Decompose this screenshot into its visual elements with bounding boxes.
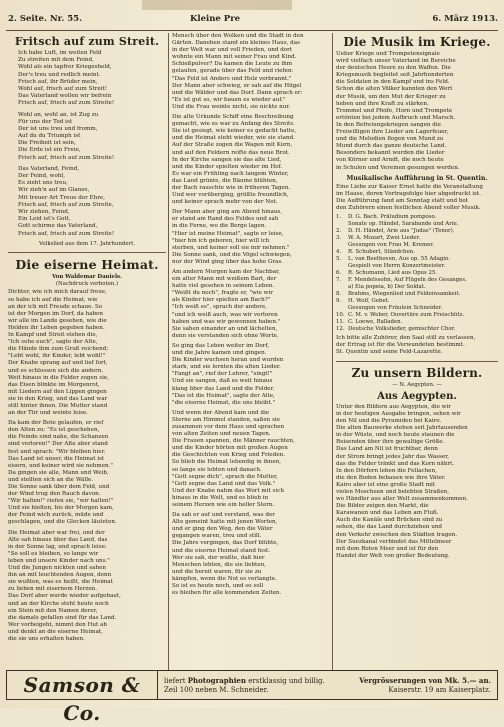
text-line: ertönten bei jedem Aufbruch und Marsch. bbox=[336, 114, 456, 121]
program-item-text: F. Mendelssohn, Auf Flügeln des Gesanges. bbox=[348, 276, 467, 283]
program-item bbox=[336, 249, 498, 256]
text-line: Ueber Kriege und Trompetensignale bbox=[336, 51, 440, 57]
text-line: die sie uns erhalten haben. bbox=[8, 635, 85, 642]
picture-title: Aus Aegypten. bbox=[377, 390, 457, 402]
text-line: Sie sahen einander an und lächelten, bbox=[172, 325, 278, 332]
column-2 bbox=[172, 33, 330, 670]
text-line: die Geschichten von Krieg und Frieden. bbox=[172, 452, 286, 459]
program-item bbox=[336, 319, 498, 326]
text-line: Es war ein Frühling nach langem Winter, bbox=[172, 170, 289, 177]
text-line: leben und unsere Kinder nach uns." bbox=[8, 557, 110, 564]
advertisement bbox=[6, 670, 498, 725]
program-item bbox=[336, 235, 498, 242]
text-line: sind verloren!" Der Alte aber stand bbox=[8, 441, 108, 448]
text-line: das Land grünte, die Bäume blühten, bbox=[172, 177, 278, 184]
program-item bbox=[336, 298, 498, 305]
text-line: "Weißt du noch", fragte er, "wie wir bbox=[172, 290, 273, 297]
text-line: Der Mann aber schwieg, er sah auf die Hügel bbox=[172, 82, 302, 89]
program-item bbox=[336, 326, 498, 333]
poem-line: Für uns der Tod ist bbox=[18, 118, 73, 125]
text-line: hinaus in die Welt, und es blieb in bbox=[172, 494, 269, 501]
text-line: "Fangt an", rief der Lehrer, "singt!" bbox=[172, 371, 273, 378]
poem-line: Frisch auf, ihr Brüder mein, bbox=[18, 78, 98, 85]
text-line: Helden ihr Leben gegeben haben. bbox=[8, 324, 105, 331]
text-line: die Hände ihm zum Gruß reichend; bbox=[8, 346, 109, 353]
text-line: Freiwilligen ihre Lieder am Lagerfeuer, bbox=[336, 129, 449, 136]
text-line: Weit hinaus in die Felder zogen sie, bbox=[8, 374, 109, 381]
text-line: Unter den Bildern aus Aegypten, die wir bbox=[336, 403, 451, 410]
text-line: Menschen lebten, die sie liebten, bbox=[172, 561, 266, 568]
program-intro bbox=[336, 184, 498, 212]
program-item bbox=[336, 312, 498, 319]
poem-line: Wir ziehen, Feind, bbox=[18, 208, 70, 215]
program-item-text: L. van Beethoven, Aus op. 55 Adagio. bbox=[348, 255, 450, 262]
text-line: und die Heimat steht wieder, wie sie stand. bbox=[172, 135, 295, 142]
text-line: Die alte Urkunde Schiff eine Beschreibung bbox=[172, 114, 294, 121]
program-item bbox=[336, 284, 498, 291]
text-line: Die alten Bauwerke stehen seit Jahrtausenden bbox=[336, 425, 468, 432]
program-item-number: 6. bbox=[336, 269, 342, 276]
text-line: Dichter, wie ich mich darauf freue, bbox=[8, 289, 107, 296]
text-line: gegangen waren, treu und still. bbox=[172, 533, 262, 540]
text-line: Eine Liebe zur Kaiser Ernst hatte die Veranstaltung bbox=[336, 183, 483, 190]
text-line: Sterne am Himmel standen, saßen sie bbox=[172, 416, 281, 423]
text-line: Das Dorf aber wurde wieder aufgebaut, bbox=[8, 593, 121, 600]
ad-address-2: Kaiserstr. 19 am Kaiserplatz. bbox=[388, 685, 491, 694]
text-line: "und ich weiß auch, was wir verloren bbox=[172, 311, 278, 318]
article-title: Die Musik im Kriege. bbox=[343, 35, 491, 49]
poem-line: Die Freiheit ist sein, bbox=[18, 140, 76, 147]
text-line: sie wußten, was es heißt, die Heimat bbox=[8, 579, 113, 586]
program-item bbox=[336, 277, 498, 284]
poem-line: Der ist uns treu und fromm, bbox=[18, 125, 98, 132]
program-item-number: 4. bbox=[336, 248, 342, 255]
text-line: und es schlossen sich die andern. bbox=[8, 367, 104, 374]
text-line: St. Quentin und seine Feld-Lazarette. bbox=[336, 349, 443, 356]
text-line: in der heutigen Ausgabe bringen, sehen wir bbox=[336, 410, 461, 417]
header-rule bbox=[6, 30, 498, 31]
program-item bbox=[336, 228, 498, 235]
text-line: Das Land ist unser, die Heimat ist bbox=[8, 455, 105, 462]
text-line: er stand am Rand des Feldes und sah bbox=[172, 216, 279, 223]
poem-title: Fritsch auf zum Streit. bbox=[14, 35, 160, 48]
text-line: von alten Zeiten und neuen Tagen. bbox=[172, 431, 271, 438]
poem-line: Frisch auf, frisch auf zum Streite! bbox=[18, 100, 115, 107]
text-line: Und die Jungen nickten und sahen bbox=[8, 565, 106, 572]
text-line: ihn an mit leuchtenden Augen, denn bbox=[8, 572, 112, 579]
text-line: "Hier ist meine Heimat", sagte er leise, bbox=[172, 230, 284, 237]
ad-address-1: Zeil 100 neben M. Schneider. bbox=[164, 685, 269, 694]
poem-line: Das Vaterland, Feind, bbox=[18, 165, 80, 172]
section-rule bbox=[8, 252, 166, 253]
text-line: als Kinder hier spielten am Bach?" bbox=[172, 297, 271, 304]
text-line: Die Bilder zeigen den Markt, die bbox=[336, 503, 429, 510]
text-line: in der Sonne lag, und sprach leise: bbox=[8, 543, 107, 550]
poem-line: Wohl an, wohl an, ist Zug zu bbox=[18, 111, 99, 118]
text-line: Sie ist gesiegt, wie keiner es gedacht hatte, bbox=[172, 128, 297, 135]
text-line: ist der Morgen im Dorf, da haben bbox=[8, 310, 104, 317]
text-line: sie in den Krieg, und das Land war bbox=[8, 395, 108, 402]
poem-line: Ein Leid ist's Gott, bbox=[18, 216, 71, 223]
text-line: sehen, die das Land durchziehen und bbox=[336, 524, 443, 531]
text-line: denn sie verstanden sich ohne Worte. bbox=[172, 332, 279, 339]
text-line: Der Suezkanal verbindet das Mittelmeer bbox=[336, 538, 452, 545]
text-line: und die Jahre kamen und gingen. bbox=[172, 350, 267, 357]
story-byline: Von Waldemar Daniels. bbox=[52, 274, 122, 281]
text-line: wird vielfach unser Vaterland im Bereiche bbox=[336, 58, 456, 65]
poem-line: Zu streiten mit dem Feind, bbox=[18, 57, 94, 64]
text-line: Wer vorbeigeht, nimmt den Hut ab bbox=[8, 621, 107, 628]
text-line: Und sie hielten, bis der Morgen kam, bbox=[8, 505, 114, 512]
text-line: die Soldaten in den Kampf und ins Feld. bbox=[336, 79, 450, 86]
column-1 bbox=[8, 33, 166, 670]
text-line: In der Kirche sangen sie das alte Lied, bbox=[172, 156, 282, 163]
program-item-number: 7. bbox=[336, 276, 342, 283]
text-line: seinem Herzen wie ein heller Stern. bbox=[172, 502, 275, 508]
poem-line: Frisch auf, frisch auf zum Streite! bbox=[18, 230, 115, 237]
text-line: mit dem Roten Meer und ist für den bbox=[336, 545, 439, 552]
text-line: wohnte ein Mann mit seiner Frau und Kind. bbox=[172, 54, 297, 61]
poem-line: Die Erde ist ein Freie, bbox=[18, 147, 81, 154]
text-line: Da sah er auf und verstand, was der bbox=[172, 512, 275, 519]
text-line: im Hause, deren Vortragsfolge hier abgedruckt ist. bbox=[336, 190, 481, 197]
text-line: Mensch über den Wolken und die Stadt in den bbox=[172, 33, 304, 39]
text-line: der Ertrag ist für die Verwundeten bestimmt. bbox=[336, 342, 465, 349]
text-line: und die Wälder und das Dorf. Dann sprach er: bbox=[172, 89, 303, 96]
text-line: Trommel und Pfeife, Horn und Trompete bbox=[336, 107, 453, 114]
paper-name: Kleine Pre bbox=[190, 14, 241, 24]
text-line: der deutschen Heere zu den Waffen. Die bbox=[336, 65, 451, 72]
text-line: So blieb die Heimat lebendig in ihnen, bbox=[172, 459, 282, 466]
text-line: der Musik, um den Mut der Krieger zu bbox=[336, 93, 446, 100]
text-line: das Eisen blinkte im Morgenrot, bbox=[8, 381, 100, 388]
program-item bbox=[336, 263, 498, 270]
program-item-text: Deutsche Volkslieder, gemischter Chor. bbox=[348, 325, 456, 332]
ad-highlight: Photographien bbox=[187, 675, 246, 685]
text-line: "Ich weiß es", sprach der andere, bbox=[172, 304, 267, 311]
text-line: "Lebt wohl, ihr Kinder, lebt wohl!" bbox=[8, 353, 106, 360]
text-line: die Feinde sind nahe, die Schanzen bbox=[8, 434, 109, 441]
text-line: und die bereit waren, für sie zu bbox=[172, 568, 262, 575]
program-item-number bbox=[336, 242, 348, 249]
text-line: haben und was wir gewonnen haben." bbox=[172, 318, 281, 325]
text-line: Schießpulver? Da kamen die Leute zu ihm bbox=[172, 61, 293, 68]
text-line: Kairo aber ist eine große Stadt mit bbox=[336, 481, 436, 488]
text-line: und keiner sprach mehr von der Not. bbox=[172, 199, 278, 206]
text-line: und die Kinder spielten wieder im Hof. bbox=[172, 163, 283, 170]
text-line: "Das Feld ist Anders und Holz verbrannt." bbox=[172, 75, 292, 82]
program-item-text: R. Schubert, Ständchen. bbox=[348, 248, 415, 255]
reprint-note: (Nachdruck verboten.) bbox=[55, 280, 119, 287]
text-line: Am andern Morgen kam der Nachbar, bbox=[172, 269, 280, 275]
text-line: Mund durch das ganze deutsche Land. bbox=[336, 143, 447, 150]
column-divider bbox=[332, 33, 333, 670]
poem-line: Mit treuer Art Treue der Ehre, bbox=[18, 194, 106, 201]
text-line: zu lieben mit eisernem Herzen. bbox=[8, 586, 98, 593]
text-line: Besonders bekannt wurden die Lieder bbox=[336, 150, 445, 157]
text-line: vielen Moscheen und belebten Straßen, bbox=[336, 488, 450, 495]
poem-line: Ich habe Luft, im weiten Feld bbox=[18, 50, 102, 56]
text-line: In den Befreiungskriegen sangen die bbox=[336, 121, 441, 128]
text-line: so habe ich auf die Heimat, wie bbox=[8, 296, 98, 303]
poem-line: Der Feind, wohl, bbox=[18, 173, 65, 179]
program-item-text: H. Wolf, Gebet. bbox=[348, 297, 390, 304]
text-line: so lange sie lebten und danach. bbox=[172, 466, 262, 473]
program-item-text: R. Schumann, Lied aus Opus 25. bbox=[348, 269, 438, 276]
text-line: Die Frauen spannen, die Männer rauchten, bbox=[172, 438, 295, 445]
text-line: der Strom bringt jedes Jahr das Wasser, bbox=[336, 453, 450, 460]
text-line: von Körner und Arndt, die noch heute bbox=[336, 157, 444, 164]
text-line: ein alter Mann mit weißem Bart, der bbox=[172, 276, 277, 283]
text-line: sterben, und keiner soll sie mir nehmen." bbox=[172, 244, 290, 251]
program-item-number: 8. bbox=[336, 290, 342, 297]
program-item-number: 3. bbox=[336, 234, 342, 241]
text-line: die damals gefallen sind für das Land. bbox=[8, 614, 117, 621]
program-item-number bbox=[336, 284, 348, 291]
text-line: Und die Frau weinte nicht, sie nickte nur. bbox=[172, 103, 291, 110]
program-item-text: Gesungen von Fräulein Schneider. bbox=[348, 304, 443, 311]
page-number: 2. Seite. Nr. 55. bbox=[8, 14, 83, 24]
program-item-number: 12. bbox=[336, 325, 345, 332]
text-line: zusammen vor dem Haus und sprachen bbox=[172, 423, 285, 430]
text-line: kämpfen, wenn die Not es verlangte. bbox=[172, 575, 277, 582]
text-line: und die Kinder hörten mit großen Augen bbox=[172, 445, 288, 452]
text-line: In Kampf und Streit stehen die, bbox=[8, 332, 98, 339]
text-line: So ist es heute noch, und so soll bbox=[172, 583, 264, 590]
text-line: Und der Knabe nahm das Wort mit sich bbox=[172, 487, 284, 494]
page-header bbox=[8, 14, 498, 28]
program-item-number bbox=[336, 221, 348, 228]
poem-body bbox=[18, 50, 166, 238]
program-item-number bbox=[336, 263, 348, 270]
program-item-text: C. M. v. Weber, Ouvertüre zum Freischütz. bbox=[348, 311, 465, 318]
text-line: es bleiben für alle kommenden Zeiten. bbox=[172, 590, 282, 597]
text-line: der Wind trug den Rauch davon. bbox=[8, 491, 101, 498]
text-line: Wer sie sah, der wußte, daß hier bbox=[172, 554, 265, 561]
text-line: und denkt an die eiserne Heimat, bbox=[8, 628, 103, 635]
program-list bbox=[336, 214, 498, 333]
text-line: "Gott segne dich", sprach die Mutter, bbox=[172, 473, 278, 480]
text-line: still hinter ihnen. Die Mutter stand bbox=[8, 402, 108, 409]
program-item-number: 1. bbox=[336, 213, 342, 220]
poem-line: Frisch auf, frisch auf zum Streite! bbox=[18, 154, 115, 161]
program-item-text: Gespielt von Herrn Konzertmeister. bbox=[348, 262, 446, 269]
section-rule bbox=[336, 361, 498, 362]
text-line: Auch die Kanäle und Brücken sind zu bbox=[336, 517, 443, 524]
text-line: in der Welt war und voll Frieden, und dort bbox=[172, 47, 293, 54]
text-line: heben und ihre Kraft zu stärken. bbox=[336, 100, 429, 107]
text-line: "Es ist gut so, wir bauen es wieder auf." bbox=[172, 96, 286, 103]
text-line: stark, und sie lernten die alten Lieder. bbox=[172, 364, 281, 371]
text-line: und an der Kirche steht heute noch bbox=[8, 600, 109, 607]
torn-edge bbox=[142, 0, 292, 10]
text-line: Ich bitte alle Zuhörer, den Saal still zu verlassen, bbox=[336, 334, 476, 341]
text-line: "Gott segne das Land und das Volk." bbox=[172, 480, 276, 487]
program-title: Musikalische Aufführung in St. Quentin. bbox=[346, 174, 488, 182]
poem-line: Gott schirme das Vaterland, bbox=[18, 223, 98, 230]
text-line: Das Land am Nil ist fruchtbar, denn bbox=[336, 446, 438, 453]
poem-line: Wir zieh'n auf im Glanze, bbox=[18, 187, 90, 194]
advertisement-text bbox=[158, 676, 497, 695]
text-line: der Bach rauschte wie in früheren Tagen. bbox=[172, 184, 291, 191]
program-item-number: 11. bbox=[336, 318, 345, 325]
text-line: hatte viel gesehen in seinem Leben. bbox=[172, 283, 275, 290]
text-line: Handel der Welt von großer Bedeutung. bbox=[336, 552, 450, 559]
text-line: Die Jahre vergingen, das Dorf blühte, bbox=[172, 540, 279, 547]
text-line: den Zuhörern einen festlichen Abend voller Musik. bbox=[336, 204, 481, 211]
text-line: an der Tür und weinte leise. bbox=[8, 410, 89, 417]
text-line: den Nil und die Pyramiden bei Kairo. bbox=[336, 418, 442, 425]
poem-line: Wohl als ein tapfrer Kriegesheld, bbox=[18, 64, 112, 71]
text-line: an der ich mit Freude schaue. So bbox=[8, 303, 103, 310]
text-line: Auf der Straße zogen die Wagen mit Korn, bbox=[172, 142, 293, 149]
text-line: Die Kinder wuchsen heran und wurden bbox=[172, 357, 284, 364]
text-line: das die Felder tränkt und das Korn nährt. bbox=[336, 460, 455, 467]
text-line: Die Sonne sank, und die Vögel schwiegen, bbox=[172, 251, 292, 258]
program-item-number: 2. bbox=[336, 227, 342, 234]
poem-line: Der's treu und redlich meint. bbox=[18, 71, 101, 78]
text-line: wo Händler aus aller Welt zusammenkommen. bbox=[336, 496, 468, 503]
poem-line: Es zieht uns treu, bbox=[18, 180, 68, 187]
text-line: "Ich sehe euch", sagte der Alte, bbox=[8, 339, 98, 346]
text-line: Karawanen und das Leben am Fluß. bbox=[336, 510, 439, 517]
program-item-text: a) Eia popeia, b) Der Soldat. bbox=[348, 283, 426, 290]
text-line: die den Boden bebauen wie ihre Väter. bbox=[336, 474, 446, 481]
program-item-number: 9. bbox=[336, 297, 342, 304]
text-line: "Das ist die Heimat", sagte der Alte, bbox=[172, 392, 275, 399]
text-line: geschlagen, und die Glocken läuteten. bbox=[8, 519, 117, 526]
program-item bbox=[336, 242, 498, 249]
program-item-number: 5. bbox=[336, 255, 342, 262]
program-item-text: Gesungen von Frau M. Kremer. bbox=[348, 241, 434, 248]
text-line: "Wir halten!" riefen sie, "wir halten!" bbox=[8, 498, 114, 505]
program-item-number: 10. bbox=[336, 311, 345, 318]
advertiser-logo: Samson & Co. bbox=[7, 671, 158, 699]
text-line: Schon die alten Völker kannten den Wert bbox=[336, 86, 453, 93]
text-line: "hier bin ich geboren, hier will ich bbox=[172, 237, 270, 244]
program-item-text: D. H. Händel, Arie aus "Judas" (Tenor). bbox=[348, 227, 455, 234]
program-item-text: C. Loewe, Balladen. bbox=[348, 318, 403, 325]
story-body bbox=[8, 289, 166, 643]
program-item-text: W. A. Mozart, Zwei Lieder. bbox=[348, 234, 421, 241]
ad-text: erstklassig und billig. bbox=[248, 676, 325, 685]
text-line: Und sie sangen, daß es weit hinaus bbox=[172, 378, 273, 385]
picture-text bbox=[336, 404, 498, 560]
text-line: und stellten sich an die Wälle. bbox=[8, 476, 94, 483]
program-item bbox=[336, 256, 498, 263]
text-line: Kriegsmusik begleitet seit Jahrhunderten bbox=[336, 72, 454, 79]
text-line: Die Heimat aber war frei, und der bbox=[8, 529, 105, 536]
poem-line: Frisch auf, frisch auf zum Streite, bbox=[18, 201, 114, 208]
text-line: wir alle im Lande gesehen, wie die bbox=[8, 317, 107, 324]
text-line: "die eiserne Heimat, die uns bleibt." bbox=[172, 399, 276, 406]
issue-date: 6. März 1913. bbox=[432, 14, 498, 24]
text-line: In den Dörfern leben die Fellachen, bbox=[336, 467, 437, 474]
section-subtitle: — N. Aegypten. — bbox=[392, 382, 442, 389]
story-title: Die eiserne Heimat. bbox=[15, 257, 159, 273]
program-item-text: Sonate op. Händel, Sarabande und Arie. bbox=[348, 220, 459, 227]
text-line: So ging das Leben weiter im Dorf, bbox=[172, 342, 270, 349]
program-item bbox=[336, 291, 498, 298]
text-line: den Verkehr zwischen den Städten tragen. bbox=[336, 531, 458, 538]
program-item-number bbox=[336, 305, 348, 312]
text-line: eisern, und keiner wird sie nehmen." bbox=[8, 462, 113, 469]
text-line: in Schulen und Vereinen gesungen werden. bbox=[336, 164, 460, 171]
text-line: klang über das Land und die Felder. bbox=[172, 385, 275, 392]
text-line: fest und sprach: "Wir bleiben hier. bbox=[8, 448, 106, 455]
text-line: in der Wüste, und noch heute staunen die bbox=[336, 432, 455, 439]
poem-line: Wohl auf, frisch auf zum Streit! bbox=[18, 85, 107, 92]
program-item bbox=[336, 221, 498, 228]
text-line: den Alten zu: "Es ist geschehen, bbox=[8, 427, 100, 434]
text-line: nur der Wind ging über das hohe Gras. bbox=[172, 258, 284, 265]
text-line: Reisenden über ihre gewaltige Größe. bbox=[336, 439, 445, 446]
text-line: und er ging den Weg, den die Väter bbox=[172, 526, 273, 533]
text-line: Alte gemeint hatte mit jenen Worten, bbox=[172, 519, 278, 526]
text-line: Gärten. Daneben stand ein kleines Haus, das bbox=[172, 40, 300, 47]
ad-text: liefert bbox=[164, 676, 186, 685]
poem-source: Volkslied aus dem 17. Jahrhundert. bbox=[38, 240, 136, 247]
text-line: "So soll es bleiben, so lange wir bbox=[8, 550, 99, 557]
text-line: Und wer vorüberging, grüßte freundlich, bbox=[172, 192, 289, 199]
program-item bbox=[336, 214, 498, 221]
text-line: in die Ferne, wo die Berge lagen. bbox=[172, 223, 267, 230]
text-line: Und wenn der Abend kam und die bbox=[172, 409, 270, 416]
text-line: Die Sonne sank über dem Feld, und bbox=[8, 484, 110, 490]
text-line: mit Liedern auf den Lippen gingen bbox=[8, 388, 107, 395]
text-line: Da kam der Bote gelaufen, er rief bbox=[8, 420, 104, 427]
text-line: und auf den Feldern reifte das neue Brot. bbox=[172, 149, 290, 156]
program-item-text: Brahms, Wiegenlied und Feldeinsamkeit. bbox=[348, 290, 461, 297]
text-line: Da gingen sie alle, Mann und Weib, bbox=[8, 469, 109, 476]
column-divider bbox=[168, 33, 169, 670]
section-title: Zu unsern Bildern. bbox=[351, 366, 483, 381]
article-body bbox=[336, 51, 498, 172]
text-line: Der Knabe sprang auf und lief fort, bbox=[8, 360, 108, 367]
text-line: Der Mann aber ging am Abend hinaus, bbox=[172, 209, 283, 216]
story-continuation bbox=[172, 33, 330, 597]
text-line: und die eiserne Heimat stand fest. bbox=[172, 547, 271, 554]
text-line: ein Stein mit den Namen derer, bbox=[8, 607, 98, 614]
text-line: und die Melodien flogen von Mund zu bbox=[336, 136, 444, 143]
program-item bbox=[336, 305, 498, 312]
text-line: gelaufen, gerade über das Feld und riefen: bbox=[172, 68, 294, 75]
column-3 bbox=[336, 33, 498, 670]
program-closing bbox=[336, 335, 498, 356]
text-line: der Feind wich zurück, müde und bbox=[8, 512, 104, 519]
poem-line: Das Vaterland wollen wir befrein bbox=[18, 93, 112, 100]
poem-line: Auf du du Triumph ist bbox=[18, 133, 81, 140]
ad-offer: Vergrösserungen von Mk. 5.— an. bbox=[359, 675, 491, 685]
text-line: gemacht, wie es war zu Anfang des Streits. bbox=[172, 121, 295, 128]
program-item-text: D. G. Bach. Präludium pomposo. bbox=[348, 213, 437, 220]
text-line: Die Aufführung fand am Sonntag statt und bot bbox=[336, 197, 469, 204]
program-item bbox=[336, 270, 498, 277]
text-line: Alte sah hinaus über das Land, das bbox=[8, 536, 108, 543]
ad-line-2 bbox=[164, 686, 491, 695]
ad-line-1 bbox=[164, 676, 491, 686]
